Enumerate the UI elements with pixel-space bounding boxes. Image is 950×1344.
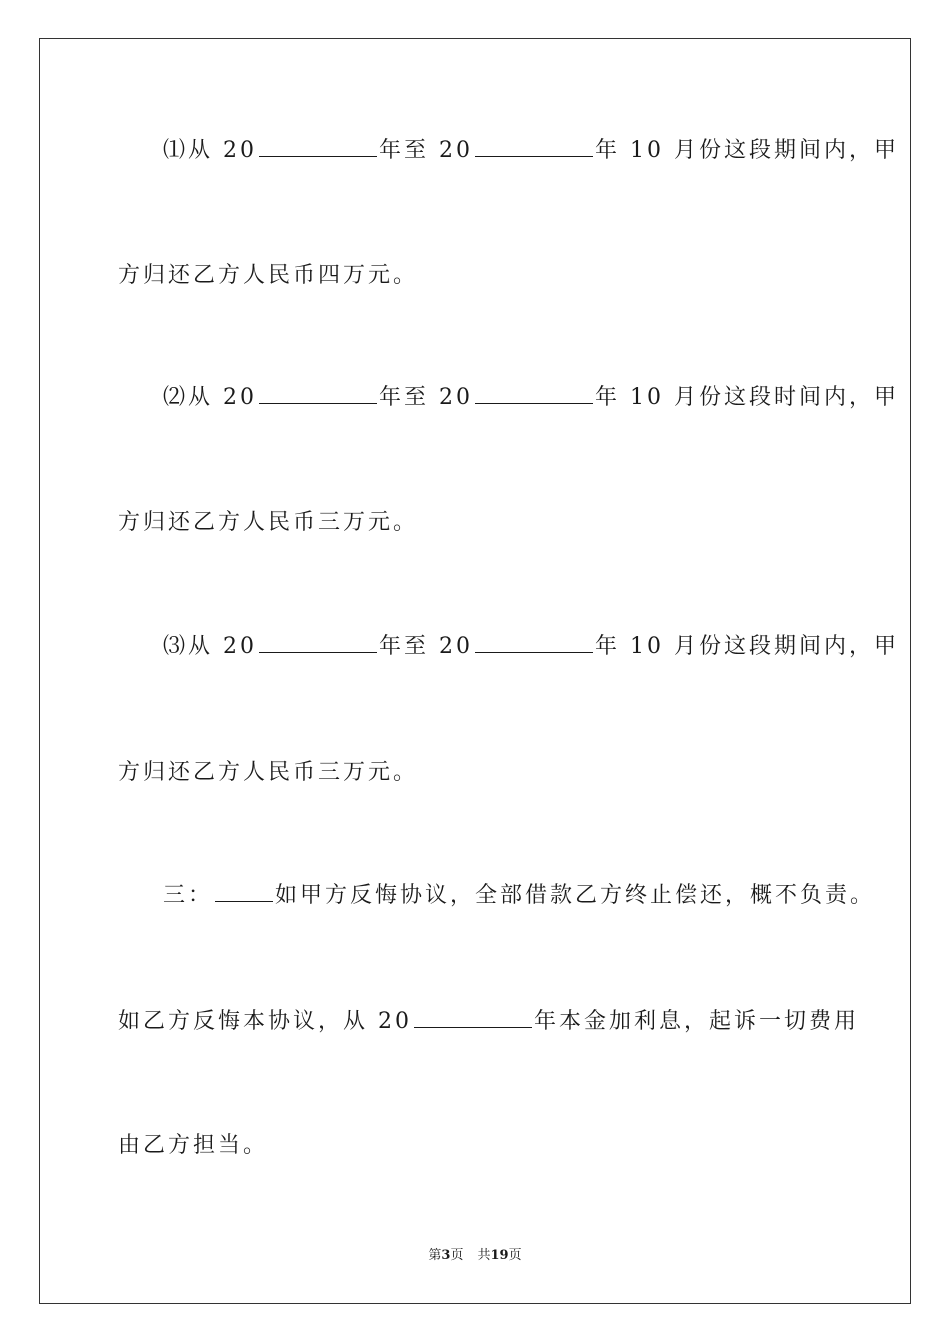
- paragraph-5-line-1: [118, 1007, 859, 1037]
- paragraph-3-line-2: 方归还乙方人民币三万元。: [118, 760, 419, 785]
- text-segment: 年 10 月份这段期间内，甲: [595, 138, 899, 163]
- paragraph-2-line-2: 方归还乙方人民币三万元。: [118, 510, 419, 535]
- fill-blank: [259, 632, 377, 653]
- fill-blank: [475, 136, 593, 157]
- total-pages: 19: [490, 1248, 509, 1263]
- text-segment: 年至 20: [379, 138, 473, 163]
- text-segment: 三：: [163, 883, 214, 908]
- text-segment: 年至 20: [379, 634, 473, 659]
- text-segment: ⑶从 20: [163, 634, 257, 659]
- text-segment: 年本金加利息，起诉一切费用: [534, 1009, 860, 1034]
- page-frame: [39, 38, 911, 1304]
- page-footer: [0, 1247, 950, 1265]
- paragraph-4-line-1: [163, 881, 875, 911]
- footer-text: 页: [508, 1248, 522, 1263]
- footer-text: 共: [477, 1248, 491, 1263]
- text-segment: 年至 20: [379, 385, 473, 410]
- page-number: 3: [441, 1248, 451, 1263]
- footer-text: 页: [450, 1248, 464, 1263]
- paragraph-3-line-1: [163, 632, 899, 662]
- paragraph-1-line-2: 方归还乙方人民币四万元。: [118, 263, 419, 288]
- fill-blank: [414, 1007, 532, 1028]
- footer-text: 第: [428, 1248, 442, 1263]
- fill-blank: [215, 881, 273, 902]
- text-segment: ⑴从 20: [163, 138, 257, 163]
- fill-blank: [259, 383, 377, 404]
- text-segment: 年 10 月份这段时间内，甲: [595, 385, 899, 410]
- text-segment: ⑵从 20: [163, 385, 257, 410]
- fill-blank: [475, 383, 593, 404]
- text-segment: 如乙方反悔本协议，从 20: [118, 1009, 412, 1034]
- paragraph-1-line-1: [163, 136, 899, 166]
- text-segment: 如甲方反悔协议，全部借款乙方终止偿还，概不负责。: [275, 883, 876, 908]
- text-segment: 年 10 月份这段期间内，甲: [595, 634, 899, 659]
- paragraph-2-line-1: [163, 383, 899, 413]
- paragraph-5-line-2: 由乙方担当。: [118, 1133, 269, 1158]
- fill-blank: [259, 136, 377, 157]
- fill-blank: [475, 632, 593, 653]
